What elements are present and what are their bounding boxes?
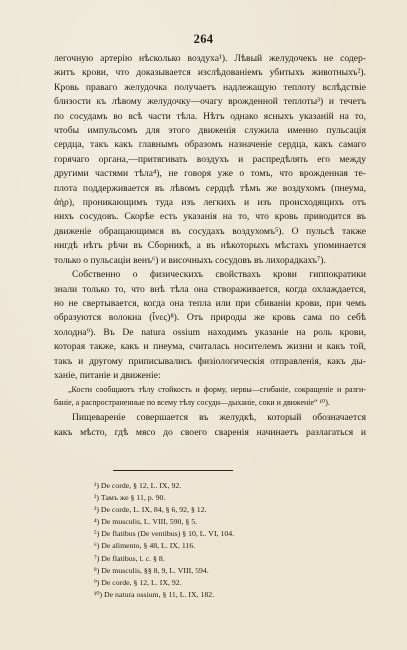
text-line: но не свертывается, когда она тепла или при сбиваніи крови, при чемъ (54, 297, 366, 309)
text-line: сердца, такъ какъ главнымъ образомъ назначеніе сердца, какъ самаго (54, 139, 366, 151)
text-line: чтобы импульсомъ для этого движенія служила именно пульсація (54, 125, 366, 137)
main-text (54, 52, 366, 440)
text-line: только о пульсаціи венъ⁶) и височныхъ сосудовъ въ лихорадкахъ⁷). (54, 254, 326, 266)
text-line: нигдѣ нѣтъ рѣчи въ Сборникѣ, а въ нѣкоторыхъ мѣстахъ упоминается (54, 240, 366, 252)
text-line: горячаго органа,—притягивать воздухъ и распредѣлять его между (54, 153, 366, 165)
text-line: ἀήρ), проникающимъ туда изъ легкихъ и изъ происходящихъ отъ (54, 197, 366, 209)
page-number: 264 (193, 32, 214, 46)
footnotes (94, 480, 344, 601)
text-line: ханіе, питаніе и движеніе: (54, 369, 161, 381)
text-line: Кровь праваго желудочка получаетъ надлежащую теплоту вслѣдствіе (54, 81, 366, 93)
footnote: ⁴) De musculis, L. VIII, 590, § 5. (94, 517, 198, 527)
text-line: знали только то, что внѣ тѣла она створаживается, когда охлаждается, (54, 283, 366, 295)
footnote: ⁹) De corde, § 12, L. IX, 92. (94, 577, 182, 587)
footnote: ⁵) De flatibus (De ventibus) § 10, L. VI, 104. (94, 529, 235, 539)
text-line: другими частями тѣла⁴), не говоря уже о томъ, что врожденная те- (54, 168, 366, 180)
text-line: движеніе обращающимся въ сосудахъ воздухомъ⁵). О пульсѣ также (54, 225, 366, 237)
footnote: ⁸) De musculis, §§ 8, 9, L. VIII, 594. (94, 565, 209, 575)
footnote: ²) Тамъ же § 11, p. 90. (94, 493, 166, 503)
quotation (54, 384, 366, 409)
footnote: ¹) De corde, § 12, L. IX, 92. (94, 481, 182, 490)
text-line: плота поддерживается въ лѣвомъ сердцѣ тѣмъ же воздухомъ (пнеума, (54, 182, 366, 194)
paragraph-1 (54, 52, 366, 268)
text-line: Пищевареніе совершается въ желудкѣ, который обозначается (72, 412, 366, 424)
text-line: нихъ сосудовъ. Скорѣе есть указанія на то, что кровь приводится въ (54, 211, 366, 223)
text-line: образуются волокна (ἶνες)⁸). Отъ природы же кровь сама по себѣ (54, 312, 366, 324)
footnote: ¹⁰) De natura ossium, § 11, L. IX, 182. (94, 589, 215, 599)
paragraph-2 (54, 268, 366, 383)
footnote: ⁷) De flatibus, l. c. § 8. (94, 553, 165, 563)
quote-line: баніе, а распространенные по всему тѣлу сосуди—дыханіе, соки и движеніе“ ¹⁰). (54, 397, 330, 407)
text-line: легочную артерію нѣсколько воздуха¹). Лѣвый желудочекъ не содер- (54, 53, 366, 64)
footnote: ⁶) De alimento, § 48, L. IX, 116. (94, 541, 196, 551)
text-line: житъ крови, что доказывается изслѣдованіемъ убитыхъ животныхъ²). (54, 67, 366, 79)
text-line: которая также, какъ и пнеума, считалась носителемъ жизни и какъ той, (54, 341, 366, 353)
footnote-divider (113, 470, 233, 471)
text-line: какъ мѣсто, гдѣ мясо до своего сваренія начинаетъ разлагаться и (54, 426, 366, 438)
text-line: такъ и другому приписывались физіологическія отправленія, какъ ды- (54, 355, 366, 367)
quote-line: „Кости сообщаютъ тѣлу стойкость и форму, нервы—сгибаніе, сокращеніе и разги- (68, 385, 366, 395)
text-line: холодна⁹). Въ De natura ossium находимъ указаніе на роль крови, (54, 326, 366, 338)
text-line: по сосудамъ во всѣ части тѣла. Нѣтъ однако ясныхъ указаній на то, (54, 110, 366, 122)
text-line: близости къ лѣвому желудочку—очагу врожденной теплоты³) и течетъ (54, 96, 366, 108)
footnote: ³) De corde, L. IX, 84, § 6, 92, § 12. (94, 505, 207, 515)
paragraph-3 (54, 411, 366, 440)
text-line: Собственно о физическихъ свойствахъ крови гиппократики (72, 269, 366, 281)
